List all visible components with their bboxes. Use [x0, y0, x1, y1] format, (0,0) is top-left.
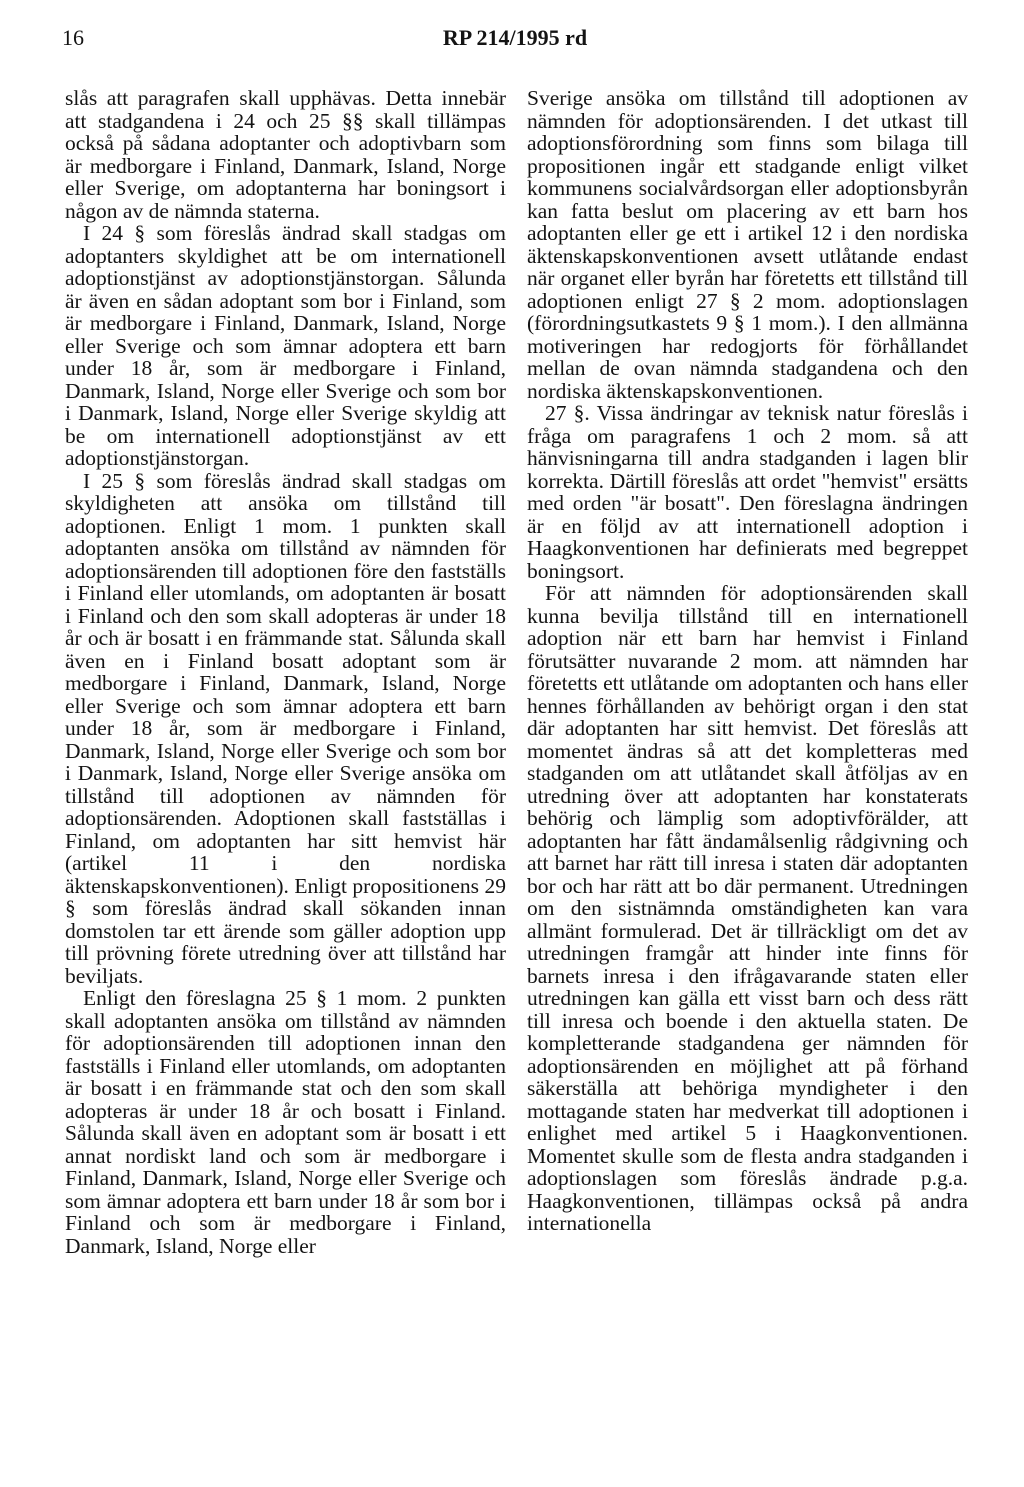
- paragraph: Sverige ansöka om tillstånd till adoptionen av nämnden för adoptionsärenden. I det utkast till adoptionsförordning som finns som bilaga till propositionen ingår ett stadgande enligt vilket kommunens socialvårdsorgan eller adoptionsbyrån kan fatta beslut om placering av ett barn hos adoptanten eller ge ett i artikel 12 i den nordiska äktenskapskonventionen avsett utlåtande endast när organet eller byrån har företetts ett tillstånd till adoptionen enligt 27 § 2 mom. adoptionslagen (förordningsutkastets 9 § 1 mom.). I den allmänna motiveringen har redogjorts för förhållandet mellan de ovan nämnda stadgandena och den nordiska äktenskapskonventionen.: [527, 86, 968, 403]
- right-column: [527, 87, 968, 1235]
- paragraph: Enligt den föreslagna 25 § 1 mom. 2 punkten skall adoptanten ansöka om tillstånd av nämnden för adoptionsärenden till adoptionen innan den fastställs i Finland eller utomlands, om adoptanten är bosatt i en främmande stat och den som skall adopteras är under 18 år och bosatt i Finland. Sålunda skall även en adoptant som är bosatt i ett annat nordiskt land och som är medborgare i Finland, Danmark, Island, Norge eller Sverige och som ämnar adoptera ett barn under 18 år som bor i Finland och som är medborgare i Finland, Danmark, Island, Norge eller: [65, 986, 506, 1258]
- document-reference: RP 214/1995 rd: [442, 25, 588, 50]
- page-number: 16: [62, 25, 84, 50]
- paragraph: För att nämnden för adoptionsärenden skall kunna bevilja tillstånd till en internationell adoption när ett barn har hemvist i Finland förutsätter nuvarande 2 mom. att nämnden har företetts ett utlåtande om adoptanten och hans eller hennes förhållanden av behörigt organ i den stat där adoptanten har sitt hemvist. Det föreslås att momentet ändras så att det kompletteras med stadganden om att utlåtandet skall åtföljas av en utredning över att adoptanten har konstaterats behörig och lämplig som adoptivförälder, att adoptanten har fått ändamålsenlig rådgivning och att barnet har rätt till inresa i staten där adoptanten bor och har rätt att bo där permanent. Utredningen om den sistnämnda omständigheten kan vara allmänt formulerad. Det är tillräckligt om det av utredningen framgår att hinder inte finns för barnets inresa i den ifrågavarande staten eller utredningen kan gälla ett visst barn och dess rätt till inresa och boende i den aktuella staten. De kompletterande stadgandena ger nämnden för adoptionsärenden en möjlighet att på förhand säkerställa att behöriga myndigheter i den mottagande staten har medverkat till adoptionen i enlighet med artikel 5 i Haagkonventionen. Momentet skulle som de flesta andra stadganden i adoptionslagen som föreslås ändrade p.g.a. Haagkonventionen, tillämpas också på andra internationella: [527, 581, 968, 1235]
- paragraph: slås att paragrafen skall upphävas. Detta innebär att stadgandena i 24 och 25 §§ skall tillämpas också på sådana adoptanter och adoptivbarn som är medborgare i Finland, Danmark, Island, Norge eller Sverige, om adoptanterna har boningsort i någon av de nämnda staterna.: [65, 86, 506, 223]
- page-header: [62, 18, 968, 58]
- left-column: [65, 87, 506, 1257]
- paragraph: 27 §. Vissa ändringar av teknisk natur föreslås i fråga om paragrafens 1 och 2 mom. så att hänvisningarna till andra stadganden i lagen blir korrekta. Därtill föreslås att ordet "hemvist" ersätts med orden "är bosatt". Den föreslagna ändringen är en följd av att internationell adoption i Haagkonventionen har definierats med begreppet boningsort.: [527, 401, 968, 583]
- paragraph: I 24 § som föreslås ändrad skall stadgas om adoptanters skyldighet att be om internationell adoptionstjänst av adoptionstjänstorgan. Sålunda är även en sådan adoptant som bor i Finland, som är medborgare i Finland, Danmark, Island, Norge eller Sverige och som ämnar adoptera ett barn under 18 år, som är medborgare i Finland, Danmark, Island, Norge eller Sverige och som bor i Danmark, Island, Norge eller Sverige skyldig att be om internationell adoptionstjänst av ett adoptionstjänstorgan.: [65, 221, 506, 470]
- paragraph: I 25 § som föreslås ändrad skall stadgas om skyldigheten att ansöka om tillstånd till adoptionen. Enligt 1 mom. 1 punkten skall adoptanten ansöka om tillstånd av nämnden för adoptionsärenden till adoptionen före den fastställs i Finland eller utomlands, om adoptanten är bosatt i Finland och den som skall adopteras är under 18 år och är bosatt i en främmande stat. Sålunda skall även en i Finland bosatt adoptant som är medborgare i Finland, Danmark, Island, Norge eller Sverige och som ämnar adoptera ett barn under 18 år, som är medborgare i Finland, Danmark, Island, Norge eller Sverige och som bor i Danmark, Island, Norge eller Sverige ansöka om tillstånd till adoptionen av nämnden för adoptionsärenden. Adoptionen skall fastställas i Finland, om adoptanten har sitt hemvist här (artikel 11 i den nordiska äktenskapskonventionen). Enligt propositionens 29 § som föreslås ändrad skall sökanden innan domstolen tar ett ärende som gäller adoption upp till prövning förete utredning över att tillstånd har beviljats.: [65, 468, 506, 988]
